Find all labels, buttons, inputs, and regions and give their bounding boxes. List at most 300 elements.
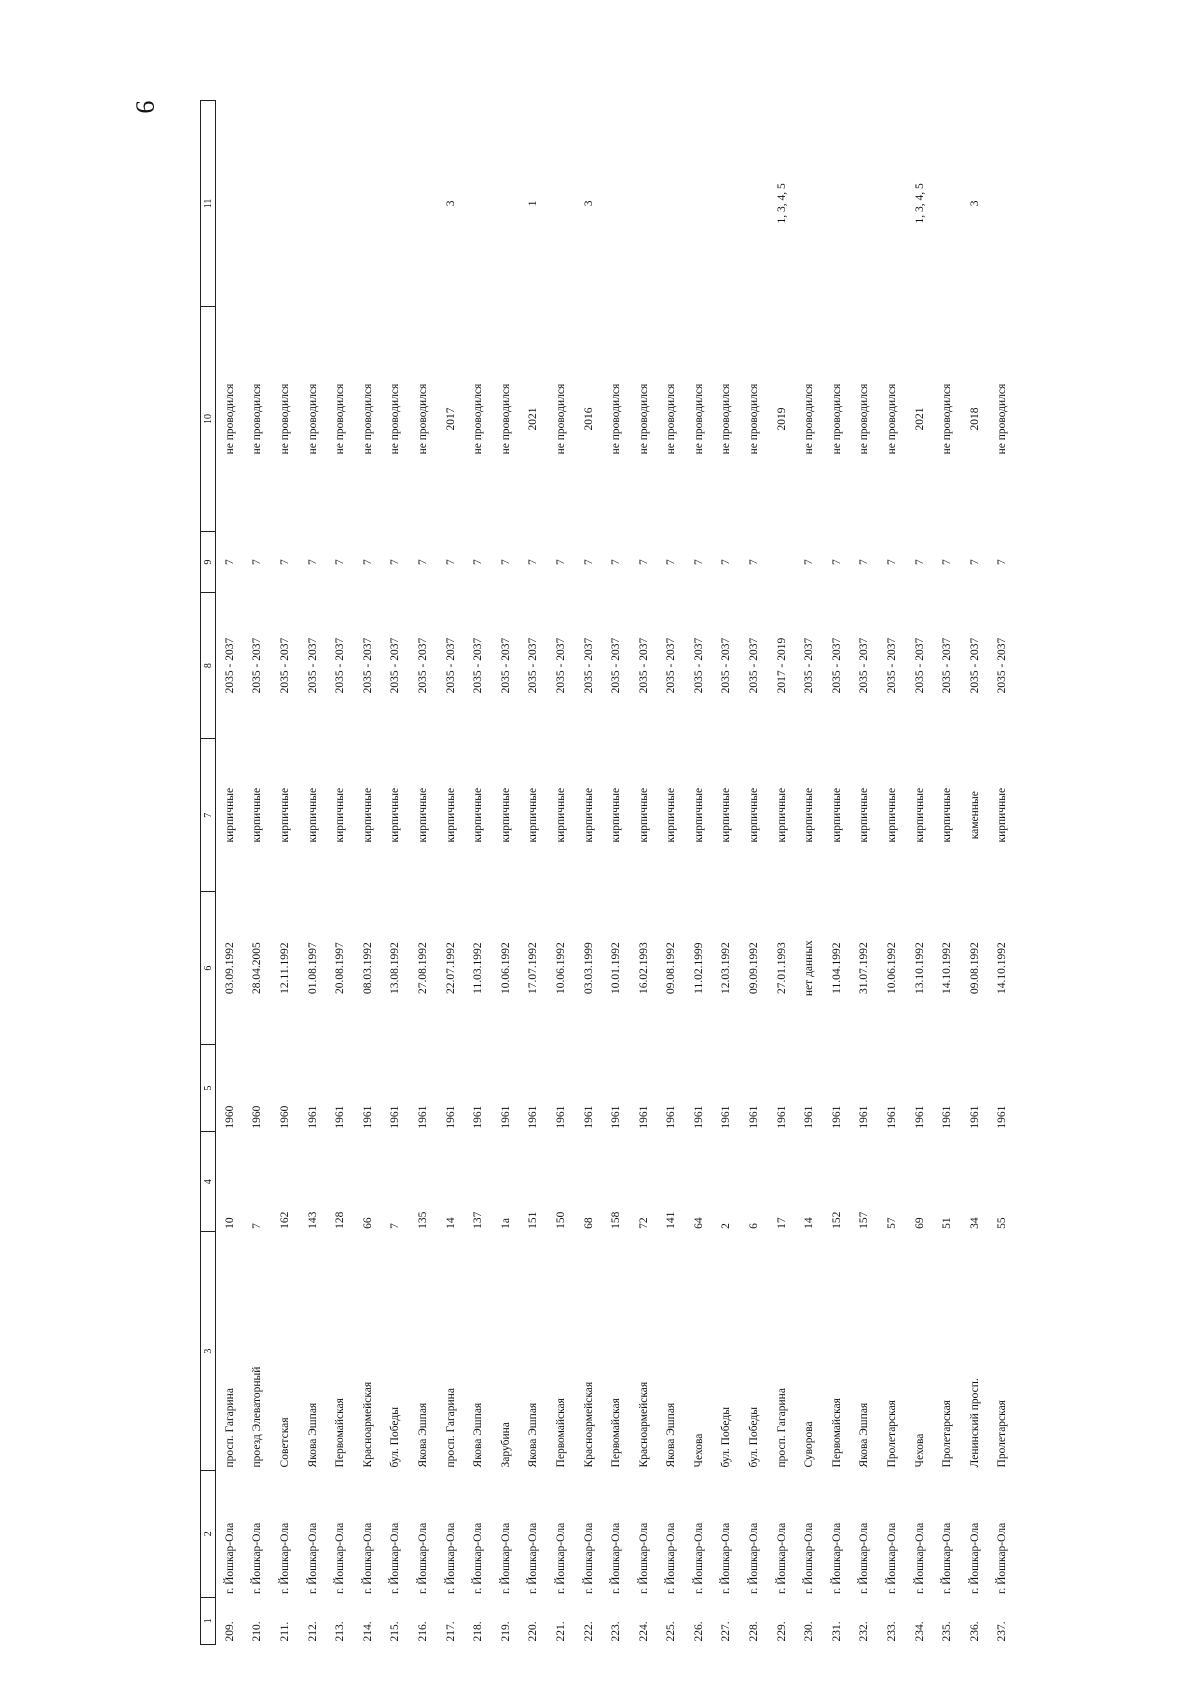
- row-number-cell: 210.: [251, 1621, 264, 1642]
- last-repair-cell: 2018: [968, 407, 981, 431]
- street-cell: Ленинский просп.: [968, 1378, 981, 1468]
- repair-types-cell: [326, 101, 354, 307]
- row-number-cell: 221.: [554, 1621, 567, 1642]
- row-number-cell: 237.: [996, 1621, 1009, 1642]
- house-number-cell: 17: [775, 1217, 788, 1229]
- table-row: [851, 101, 879, 1645]
- registration-date-cell: 09.08.1992: [665, 942, 678, 995]
- settlement-cell: г. Йошкар-Ола: [472, 1522, 485, 1595]
- cell-9-cell: [768, 532, 796, 593]
- last-repair-cell: 2021: [913, 407, 926, 431]
- repair-types-cell: [740, 101, 768, 307]
- repair-types-cell: 3: [968, 200, 981, 207]
- row-number-cell: 214.: [361, 1621, 374, 1642]
- column-header-7: 7: [201, 739, 216, 892]
- planned-period-cell: 2035 - 2037: [637, 637, 650, 694]
- column-header-6: 6: [201, 892, 216, 1045]
- wall-material-cell: кирпичные: [361, 787, 374, 843]
- table-row: [933, 101, 961, 1645]
- row-number-cell: 229.: [775, 1621, 788, 1642]
- street-cell: Пролетарская: [886, 1400, 899, 1468]
- street-cell: Первомайская: [334, 1398, 347, 1468]
- registration-date-cell: 12.11.1992: [278, 942, 291, 994]
- table-row: [906, 101, 934, 1645]
- last-repair-cell: не проводился: [306, 383, 319, 455]
- house-number-cell: 14: [444, 1217, 457, 1229]
- registration-date-cell: нет данных: [803, 940, 816, 997]
- table-row: [547, 101, 575, 1645]
- build-year-cell: 1961: [637, 1105, 650, 1129]
- house-number-cell: 69: [913, 1217, 926, 1229]
- house-number-cell: 162: [278, 1211, 291, 1229]
- row-number-cell: 232.: [858, 1621, 871, 1642]
- house-number-cell: 57: [886, 1217, 899, 1229]
- cell-9-cell: 7: [830, 559, 843, 565]
- planned-period-cell: 2035 - 2037: [499, 637, 512, 694]
- repair-types-cell: [547, 101, 575, 307]
- last-repair-cell: не проводился: [886, 383, 899, 455]
- planned-period-cell: 2035 - 2037: [941, 637, 954, 694]
- wall-material-cell: каменные: [968, 791, 981, 840]
- settlement-cell: г. Йошкар-Ола: [968, 1522, 981, 1595]
- settlement-cell: г. Йошкар-Ола: [554, 1522, 567, 1595]
- build-year-cell: 1961: [361, 1105, 374, 1129]
- table-row: [768, 101, 796, 1645]
- house-number-cell: 7: [389, 1223, 402, 1229]
- settlement-cell: г. Йошкар-Ола: [223, 1522, 236, 1595]
- build-year-cell: 1961: [527, 1105, 540, 1129]
- table-row: [878, 101, 906, 1645]
- settlement-cell: г. Йошкар-Ола: [941, 1522, 954, 1595]
- cell-9-cell: 7: [416, 559, 429, 565]
- last-repair-cell: 2021: [527, 407, 540, 431]
- wall-material-cell: кирпичные: [720, 787, 733, 843]
- build-year-cell: 1961: [582, 1105, 595, 1129]
- registration-date-cell: 28.04.2005: [251, 942, 264, 995]
- street-cell: Первомайская: [610, 1398, 623, 1468]
- registration-date-cell: 17.07.1992: [527, 942, 540, 995]
- build-year-cell: 1961: [444, 1105, 457, 1129]
- registration-date-cell: 14.10.1992: [996, 942, 1009, 995]
- registration-date-cell: 11.04.1992: [830, 942, 843, 994]
- wall-material-cell: кирпичные: [472, 787, 485, 843]
- registration-date-cell: 12.03.1992: [720, 942, 733, 995]
- cell-9-cell: 7: [306, 559, 319, 565]
- build-year-cell: 1961: [692, 1105, 705, 1129]
- table-row: [326, 101, 354, 1645]
- house-number-cell: 143: [306, 1211, 319, 1229]
- wall-material-cell: кирпичные: [665, 787, 678, 843]
- column-header-1: 1: [201, 1597, 216, 1644]
- settlement-cell: г. Йошкар-Ола: [665, 1522, 678, 1595]
- settlement-cell: г. Йошкар-Ола: [886, 1522, 899, 1595]
- last-repair-cell: 2019: [775, 407, 788, 431]
- house-number-cell: 141: [665, 1211, 678, 1229]
- registration-date-cell: 09.09.1992: [748, 942, 761, 995]
- repair-types-cell: [658, 101, 686, 307]
- cell-9-cell: 7: [444, 559, 457, 565]
- repair-types-cell: [851, 101, 879, 307]
- housing-registry-table: [200, 100, 1016, 1645]
- house-number-cell: 158: [610, 1211, 623, 1229]
- wall-material-cell: кирпичные: [416, 787, 429, 843]
- cell-9-cell: 7: [968, 559, 981, 565]
- planned-period-cell: 2035 - 2037: [527, 637, 540, 694]
- planned-period-cell: 2035 - 2037: [803, 637, 816, 694]
- repair-types-cell: [354, 101, 382, 307]
- cell-9-cell: 7: [665, 559, 678, 565]
- settlement-cell: г. Йошкар-Ола: [610, 1522, 623, 1595]
- cell-9-cell: 7: [527, 559, 540, 565]
- row-number-cell: 226.: [692, 1621, 705, 1642]
- column-header-2: 2: [201, 1470, 216, 1597]
- last-repair-cell: не проводился: [637, 383, 650, 455]
- last-repair-cell: не проводился: [665, 383, 678, 455]
- last-repair-cell: не проводился: [416, 383, 429, 455]
- planned-period-cell: 2035 - 2037: [858, 637, 871, 694]
- last-repair-cell: не проводился: [472, 383, 485, 455]
- planned-period-cell: 2035 - 2037: [692, 637, 705, 694]
- row-number-cell: 231.: [830, 1621, 843, 1642]
- build-year-cell: 1961: [334, 1105, 347, 1129]
- house-number-cell: 66: [361, 1217, 374, 1229]
- registration-date-cell: 08.03.1992: [361, 942, 374, 995]
- street-cell: Чехова: [692, 1433, 705, 1468]
- row-number-cell: 212.: [306, 1621, 319, 1642]
- table-row: [740, 101, 768, 1645]
- street-cell: Первомайская: [554, 1398, 567, 1468]
- settlement-cell: г. Йошкар-Ола: [582, 1522, 595, 1595]
- row-number-cell: 215.: [389, 1621, 402, 1642]
- planned-period-cell: 2035 - 2037: [830, 637, 843, 694]
- house-number-cell: 150: [554, 1211, 567, 1229]
- wall-material-cell: кирпичные: [527, 787, 540, 843]
- street-cell: бул. Победы: [720, 1407, 733, 1468]
- planned-period-cell: 2035 - 2037: [610, 637, 623, 694]
- registration-date-cell: 03.03.1999: [582, 942, 595, 995]
- build-year-cell: 1961: [803, 1105, 816, 1129]
- house-number-cell: 128: [334, 1211, 347, 1229]
- house-number-cell: 34: [968, 1217, 981, 1229]
- last-repair-cell: не проводился: [251, 383, 264, 455]
- table-body: [216, 101, 1017, 1645]
- cell-9-cell: 7: [361, 559, 374, 565]
- house-number-cell: 6: [748, 1223, 761, 1229]
- repair-types-cell: [409, 101, 437, 307]
- repair-types-cell: 1: [527, 200, 540, 207]
- wall-material-cell: кирпичные: [803, 787, 816, 843]
- row-number-cell: 211.: [278, 1621, 291, 1642]
- cell-9-cell: 7: [278, 559, 291, 565]
- settlement-cell: г. Йошкар-Ола: [306, 1522, 319, 1595]
- house-number-cell: 1а: [499, 1217, 512, 1229]
- settlement-cell: г. Йошкар-Ола: [444, 1522, 457, 1595]
- repair-types-cell: 1, 3, 4, 5: [913, 183, 926, 224]
- build-year-cell: 1961: [886, 1105, 899, 1129]
- build-year-cell: 1961: [306, 1105, 319, 1129]
- settlement-cell: г. Йошкар-Ола: [278, 1522, 291, 1595]
- planned-period-cell: 2035 - 2037: [334, 637, 347, 694]
- table-row: [437, 101, 465, 1645]
- cell-9-cell: 7: [913, 559, 926, 565]
- street-cell: Красноармейская: [637, 1381, 650, 1468]
- rotated-table-container: [200, 100, 1020, 1645]
- wall-material-cell: кирпичные: [223, 787, 236, 843]
- wall-material-cell: кирпичные: [389, 787, 402, 843]
- build-year-cell: 1961: [996, 1105, 1009, 1129]
- cell-9-cell: 7: [472, 559, 485, 565]
- planned-period-cell: 2035 - 2037: [472, 637, 485, 694]
- settlement-cell: г. Йошкар-Ола: [720, 1522, 733, 1595]
- registration-date-cell: 27.01.1993: [775, 942, 788, 995]
- wall-material-cell: кирпичные: [748, 787, 761, 843]
- planned-period-cell: 2035 - 2037: [582, 637, 595, 694]
- wall-material-cell: кирпичные: [941, 787, 954, 843]
- street-cell: Первомайская: [830, 1398, 843, 1468]
- row-number-cell: 234.: [913, 1621, 926, 1642]
- repair-types-cell: [795, 101, 823, 307]
- planned-period-cell: 2035 - 2037: [968, 637, 981, 694]
- build-year-cell: 1961: [416, 1105, 429, 1129]
- cell-9-cell: 7: [886, 559, 899, 565]
- wall-material-cell: кирпичные: [582, 787, 595, 843]
- street-cell: Якова Эшпая: [665, 1402, 678, 1468]
- build-year-cell: 1960: [223, 1105, 236, 1129]
- wall-material-cell: кирпичные: [610, 787, 623, 843]
- repair-types-cell: [299, 101, 327, 307]
- street-cell: просп. Гагарина: [444, 1388, 457, 1468]
- table-row: [271, 101, 299, 1645]
- settlement-cell: г. Йошкар-Ола: [251, 1522, 264, 1595]
- street-cell: Пролетарская: [996, 1400, 1009, 1468]
- column-header-9: 9: [201, 532, 216, 593]
- cell-9-cell: 7: [582, 559, 595, 565]
- table-row: [795, 101, 823, 1645]
- house-number-cell: 51: [941, 1217, 954, 1229]
- street-cell: Якова Эшпая: [472, 1402, 485, 1468]
- street-cell: просп. Гагарина: [223, 1388, 236, 1468]
- wall-material-cell: кирпичные: [775, 787, 788, 843]
- settlement-cell: г. Йошкар-Ола: [334, 1522, 347, 1595]
- row-number-cell: 224.: [637, 1621, 650, 1642]
- last-repair-cell: не проводился: [858, 383, 871, 455]
- planned-period-cell: 2035 - 2037: [251, 637, 264, 694]
- table-row: [575, 101, 603, 1645]
- registration-date-cell: 14.10.1992: [941, 942, 954, 995]
- street-cell: проезд Элеваторный: [251, 1366, 264, 1468]
- cell-9-cell: 7: [941, 559, 954, 565]
- settlement-cell: г. Йошкар-Ола: [913, 1522, 926, 1595]
- wall-material-cell: кирпичные: [444, 787, 457, 843]
- house-number-cell: 55: [996, 1217, 1009, 1229]
- planned-period-cell: 2035 - 2037: [996, 637, 1009, 694]
- cell-9-cell: 7: [223, 559, 236, 565]
- street-cell: Якова Эшпая: [306, 1402, 319, 1468]
- table-row: [713, 101, 741, 1645]
- row-number-cell: 223.: [610, 1621, 623, 1642]
- cell-9-cell: 7: [720, 559, 733, 565]
- cell-9-cell: 7: [610, 559, 623, 565]
- last-repair-cell: не проводился: [803, 383, 816, 455]
- cell-9-cell: 7: [251, 559, 264, 565]
- wall-material-cell: кирпичные: [858, 787, 871, 843]
- table-row: [492, 101, 520, 1645]
- repair-types-cell: [989, 101, 1017, 307]
- row-number-cell: 228.: [748, 1621, 761, 1642]
- street-cell: Суворова: [803, 1421, 816, 1468]
- repair-types-cell: [823, 101, 851, 307]
- row-number-cell: 235.: [941, 1621, 954, 1642]
- table-row: [658, 101, 686, 1645]
- registration-date-cell: 10.06.1992: [499, 942, 512, 995]
- registration-date-cell: 31.07.1992: [858, 942, 871, 995]
- build-year-cell: 1961: [830, 1105, 843, 1129]
- wall-material-cell: кирпичные: [306, 787, 319, 843]
- registration-date-cell: 27.08.1992: [416, 942, 429, 995]
- build-year-cell: 1961: [748, 1105, 761, 1129]
- wall-material-cell: кирпичные: [554, 787, 567, 843]
- repair-types-cell: [464, 101, 492, 307]
- street-cell: бул. Победы: [748, 1407, 761, 1468]
- wall-material-cell: кирпичные: [692, 787, 705, 843]
- table-row: [520, 101, 548, 1645]
- repair-types-cell: [602, 101, 630, 307]
- last-repair-cell: не проводился: [334, 383, 347, 455]
- last-repair-cell: 2016: [582, 407, 595, 431]
- build-year-cell: 1961: [913, 1105, 926, 1129]
- wall-material-cell: кирпичные: [278, 787, 291, 843]
- column-header-4: 4: [201, 1132, 216, 1232]
- page-number: 9: [130, 100, 160, 114]
- build-year-cell: 1961: [941, 1105, 954, 1129]
- settlement-cell: г. Йошкар-Ола: [416, 1522, 429, 1595]
- settlement-cell: г. Йошкар-Ола: [858, 1522, 871, 1595]
- wall-material-cell: кирпичные: [499, 787, 512, 843]
- registration-date-cell: 11.03.1992: [472, 942, 485, 994]
- settlement-cell: г. Йошкар-Ола: [830, 1522, 843, 1595]
- settlement-cell: г. Йошкар-Ола: [499, 1522, 512, 1595]
- repair-types-cell: [933, 101, 961, 307]
- cell-9-cell: 7: [554, 559, 567, 565]
- repair-types-cell: 1, 3, 4, 5: [775, 183, 788, 224]
- row-number-cell: 233.: [886, 1621, 899, 1642]
- house-number-cell: 10: [223, 1217, 236, 1229]
- build-year-cell: 1961: [968, 1105, 981, 1129]
- repair-types-cell: [244, 101, 272, 307]
- registration-date-cell: 16.02.1993: [637, 942, 650, 995]
- house-number-cell: 68: [582, 1217, 595, 1229]
- registration-date-cell: 13.08.1992: [389, 942, 402, 995]
- repair-types-cell: [382, 101, 410, 307]
- table-row: [382, 101, 410, 1645]
- planned-period-cell: 2035 - 2037: [913, 637, 926, 694]
- street-cell: Зарубина: [499, 1422, 512, 1468]
- house-number-cell: 72: [637, 1217, 650, 1229]
- row-number-cell: 209.: [223, 1621, 236, 1642]
- wall-material-cell: кирпичные: [996, 787, 1009, 843]
- registration-date-cell: 10.01.1992: [610, 942, 623, 995]
- planned-period-cell: 2035 - 2037: [306, 637, 319, 694]
- registration-date-cell: 22.07.1992: [444, 942, 457, 995]
- street-cell: Красноармейская: [582, 1381, 595, 1468]
- table-row: [989, 101, 1017, 1645]
- wall-material-cell: кирпичные: [251, 787, 264, 843]
- wall-material-cell: кирпичные: [830, 787, 843, 843]
- settlement-cell: г. Йошкар-Ола: [803, 1522, 816, 1595]
- row-number-cell: 213.: [334, 1621, 347, 1642]
- street-cell: Красноармейская: [361, 1381, 374, 1468]
- street-cell: бул. Победы: [389, 1407, 402, 1468]
- house-number-cell: 14: [803, 1217, 816, 1229]
- cell-9-cell: 7: [334, 559, 347, 565]
- house-number-cell: 157: [858, 1211, 871, 1229]
- last-repair-cell: 2017: [444, 407, 457, 431]
- house-number-cell: 151: [527, 1211, 540, 1229]
- registration-date-cell: 10.06.1992: [886, 942, 899, 995]
- street-cell: просп. Гагарина: [775, 1388, 788, 1468]
- planned-period-cell: 2035 - 2037: [886, 637, 899, 694]
- row-number-cell: 219.: [499, 1621, 512, 1642]
- build-year-cell: 1961: [775, 1105, 788, 1129]
- build-year-cell: 1961: [554, 1105, 567, 1129]
- house-number-cell: 137: [472, 1211, 485, 1229]
- cell-9-cell: 7: [996, 559, 1009, 565]
- house-number-cell: 135: [416, 1211, 429, 1229]
- wall-material-cell: кирпичные: [334, 787, 347, 843]
- row-number-cell: 222.: [582, 1621, 595, 1642]
- wall-material-cell: кирпичные: [637, 787, 650, 843]
- planned-period-cell: 2035 - 2037: [416, 637, 429, 694]
- repair-types-cell: [492, 101, 520, 307]
- street-cell: Якова Эшпая: [416, 1402, 429, 1468]
- planned-period-cell: 2035 - 2037: [444, 637, 457, 694]
- planned-period-cell: 2035 - 2037: [554, 637, 567, 694]
- planned-period-cell: 2035 - 2037: [720, 637, 733, 694]
- last-repair-cell: не проводился: [278, 383, 291, 455]
- last-repair-cell: не проводился: [223, 383, 236, 455]
- cell-9-cell: 7: [499, 559, 512, 565]
- settlement-cell: г. Йошкар-Ола: [748, 1522, 761, 1595]
- street-cell: Советская: [278, 1417, 291, 1468]
- build-year-cell: 1961: [858, 1105, 871, 1129]
- repair-types-cell: 3: [444, 200, 457, 207]
- street-cell: Чехова: [913, 1433, 926, 1468]
- repair-types-cell: [630, 101, 658, 307]
- last-repair-cell: не проводился: [692, 383, 705, 455]
- column-header-3: 3: [201, 1232, 216, 1471]
- house-number-cell: 64: [692, 1217, 705, 1229]
- repair-types-cell: [878, 101, 906, 307]
- planned-period-cell: 2035 - 2037: [278, 637, 291, 694]
- registration-date-cell: 10.06.1992: [554, 942, 567, 995]
- house-number-cell: 152: [830, 1211, 843, 1229]
- registration-date-cell: 03.09.1992: [223, 942, 236, 995]
- row-number-cell: 218.: [472, 1621, 485, 1642]
- last-repair-cell: не проводился: [554, 383, 567, 455]
- repair-types-cell: [271, 101, 299, 307]
- street-cell: Пролетарская: [941, 1400, 954, 1468]
- settlement-cell: г. Йошкар-Ола: [389, 1522, 402, 1595]
- row-number-cell: 220.: [527, 1621, 540, 1642]
- street-cell: Якова Эшпая: [858, 1402, 871, 1468]
- build-year-cell: 1960: [278, 1105, 291, 1129]
- registration-date-cell: 01.08.1997: [306, 942, 319, 995]
- planned-period-cell: 2017 - 2019: [775, 637, 788, 694]
- build-year-cell: 1961: [665, 1105, 678, 1129]
- row-number-cell: 225.: [665, 1621, 678, 1642]
- table-row: [823, 101, 851, 1645]
- repair-types-cell: [216, 101, 244, 307]
